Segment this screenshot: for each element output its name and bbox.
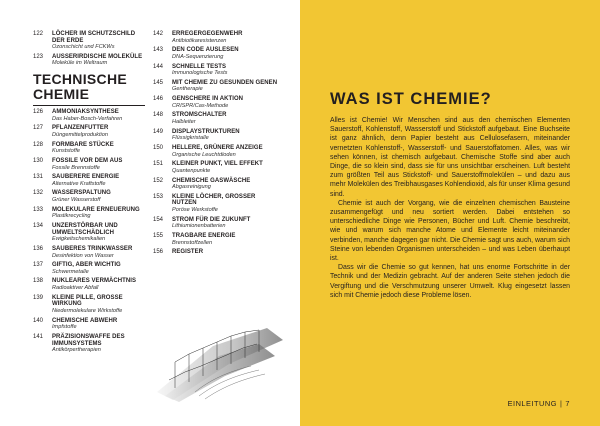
toc-entry[interactable]	[33, 318, 145, 331]
toc-page-number: 151	[153, 161, 164, 168]
toc-entry-subtitle: DNA-Sequenzierung	[172, 53, 224, 60]
toc-entry-subtitle: Lithiumionenbatterien	[172, 223, 226, 230]
footer-separator: |	[559, 399, 563, 408]
toc-entry[interactable]	[153, 217, 281, 230]
toc-entry-title: DEN CODE AUSLESEN	[172, 47, 239, 54]
toc-entry[interactable]	[153, 80, 281, 93]
toc-entry-title: KLEINE PILLE, GROSSE WIRKUNG	[52, 294, 123, 308]
toc-entry-title: CHEMISCHE GASWÄSCHE	[172, 177, 251, 184]
toc-entry[interactable]	[33, 246, 145, 259]
toc-entry-subtitle: Abgasreinigung	[172, 184, 211, 191]
toc-entry[interactable]	[153, 31, 281, 44]
toc-page-number: 127	[33, 125, 44, 132]
toc-entry-subtitle: Düngemittelproduktion	[52, 131, 108, 138]
toc-page-number: 128	[33, 141, 44, 148]
toc-section-title	[33, 72, 145, 101]
toc-entry-subtitle: Moleküle im Weltraum	[52, 60, 108, 67]
toc-entry-subtitle: Alternative Kraftstoffe	[52, 180, 106, 187]
toc-page-number: 144	[153, 63, 164, 70]
article-paragraph: Dass wir die Chemie so gut kennen, hat uns enorme Fortschritte in der Technik und der Medizin gebracht. Auf der anderen Seite stehen jedoch die Vergiftung und die Verschmutzung unserer Umwelt. Klug eingesetzt lassen sich mit Chemie jedoch diese Probleme lösen.	[330, 264, 570, 299]
toc-section-title-line: CHEMIE	[33, 85, 90, 102]
toc-entry-subtitle: Schwermetalle	[52, 268, 89, 275]
toc-entry[interactable]	[33, 295, 145, 315]
section-divider	[33, 105, 145, 106]
toc-entry[interactable]	[33, 174, 145, 187]
toc-entry[interactable]	[153, 96, 281, 109]
toc-entry-title: WASSERSPALTUNG	[52, 190, 111, 197]
toc-entry-subtitle: Antibiotikaresistenzen	[172, 37, 227, 44]
toc-page-number: 126	[33, 109, 44, 116]
toc-entry-title: ERREGERGEGENWEHR	[172, 31, 243, 37]
toc-entry-subtitle: Quantenpunkte	[172, 167, 211, 174]
toc-entry-title: STROM FÜR DIE ZUKUNFT	[172, 216, 251, 223]
toc-entry-subtitle: Impfstoffe	[52, 324, 77, 331]
article-body	[330, 116, 570, 300]
toc-page-number: 133	[33, 206, 44, 213]
toc-page-number: 142	[153, 31, 164, 37]
toc-entry[interactable]	[33, 109, 145, 122]
toc-entry-subtitle: Kunststoffe	[52, 148, 80, 155]
toc-entry-title: KLEINER PUNKT, VIEL EFFEKT	[172, 161, 263, 168]
toc-entry[interactable]	[153, 161, 281, 174]
toc-entry[interactable]	[33, 158, 145, 171]
toc-entry-subtitle: Fossile Brennstoffe	[52, 164, 100, 171]
toc-entry-title: SAUBERERE ENERGIE	[52, 174, 120, 181]
page-number: 7	[565, 399, 570, 408]
toc-entry[interactable]	[153, 129, 281, 142]
toc-entry[interactable]	[153, 233, 281, 246]
toc-entry-title: MIT CHEMIE ZU GESUNDEN GENEN	[172, 79, 278, 86]
toc-entry-title: GIFTIG, ABER WICHTIG	[52, 262, 121, 269]
toc-entry[interactable]	[33, 223, 145, 243]
toc-entry-title: DISPLAYSTRUKTUREN	[172, 128, 240, 135]
toc-entry-title: PRÄZISIONSWAFFE DES IMMUNSYSTEMS	[52, 333, 125, 347]
toc-page-number: 130	[33, 157, 44, 164]
toc-entry-subtitle: Immunologische Tests	[172, 70, 228, 77]
toc-entry-subtitle: Desinfektion von Wasser	[52, 252, 114, 259]
toc-entry[interactable]	[33, 190, 145, 203]
toc-entry-title: UNZERSTÖRBAR UND UMWELTSCHÄDLICH	[52, 223, 118, 236]
toc-entry[interactable]	[153, 249, 281, 256]
toc-entry-title: SCHNELLE TESTS	[172, 63, 227, 70]
toc-entry[interactable]	[153, 194, 281, 214]
toc-entry-title: SAUBERES TRINKWASSER	[52, 245, 133, 252]
toc-entry[interactable]	[153, 64, 281, 77]
toc-entry-title: STROMSCHALTER	[172, 112, 227, 119]
toc-entry[interactable]	[33, 54, 145, 67]
toc-entry-subtitle: Halbleiter	[172, 119, 196, 125]
toc-column-right	[153, 31, 281, 259]
toc-entry-subtitle: Poröse Werkstoffe	[172, 207, 218, 213]
toc-entry-title: TRAGBARE ENERGIE	[172, 232, 236, 239]
toc-column-left	[33, 31, 145, 357]
toc-entry-title: CHEMISCHE ABWEHR	[52, 317, 118, 324]
toc-entry-subtitle: Radioaktiver Abfall	[52, 285, 99, 292]
toc-entry[interactable]	[153, 47, 281, 60]
page-footer	[508, 399, 570, 408]
article-heading: WAS IST CHEMIE?	[330, 90, 492, 108]
toc-entry-subtitle: Das Haber-Bosch-Verfahren	[52, 115, 123, 122]
article-paragraph: Chemie ist auch der Vorgang, wie die einzelnen chemischen Bausteine zusammengefügt und neu sortiert werden. Dabei entstehen so unterschiedliche Dinge wie Personen, Bücher und Luft. Chemie beschreibt, wie und warum sich manche Atome und Elemente leicht miteinander verbinden, manche dagegen gar nicht. Die Chemie sagt uns auch, warum sich Steine von lebenden Organismen unterscheiden – und was Leben überhaupt ist.	[330, 199, 570, 263]
footer-section-label: EINLEITUNG	[507, 399, 557, 408]
article-paragraph: Alles ist Chemie! Wir Menschen sind aus den chemischen Elementen Sauerstoff, Kohlenstoff, Wasserstoff und Stickstoff aufgebaut. Eine Buchseite ist ganz ähnlich, denn Papier besteht aus Cellulosefasern, miteinander vernetzten Kohlenstoff-, Wasserstoff- und Sauerstoffatomen. Alles, was wir sehen können, ist chemisch aufgebaut. Chemische Stoffe sind aber auch Dinge, die so klein sind, dass sie für uns unsichtbar erscheinen. Luft besteht zum größten Teil aus Stickstoff- und Sauerstoffmolekülen – und dazu aus mehr Molekülen des Treibhausgases Kohlendioxid, als für unser Klima gesund sind.	[330, 117, 570, 198]
toc-entry-subtitle: Antikörpertherapien	[52, 347, 101, 354]
toc-page-number: 143	[153, 47, 164, 54]
toc-entry[interactable]	[33, 207, 145, 220]
decorative-illustration	[155, 322, 285, 402]
toc-entry-subtitle: Ozonschicht und FCKWs	[52, 44, 115, 51]
toc-page-number: 149	[153, 128, 164, 135]
toc-entry-title: PFLANZENFUTTER	[52, 125, 109, 132]
toc-entry-title: GENSCHERE IN AKTION	[172, 96, 244, 103]
toc-list-left	[33, 109, 145, 354]
toc-entry-subtitle: Gentherapie	[172, 86, 203, 93]
toc-page-number: 138	[33, 278, 44, 285]
toc-page-number: 134	[33, 223, 44, 230]
toc-entry[interactable]	[33, 142, 145, 155]
toc-entry-title: AUSSERIRDISCHE MOLEKÜLE	[52, 53, 143, 60]
toc-page-number: 148	[153, 112, 164, 119]
toc-entry-subtitle: Brennstoffzellen	[172, 239, 213, 246]
toc-page-number: 137	[33, 262, 44, 269]
toc-entry[interactable]	[153, 145, 281, 158]
toc-entry-title: NUKLEARES VERMÄCHTNIS	[52, 278, 137, 285]
toc-entry-subtitle: Niedermolekulare Wirkstoffe	[52, 307, 123, 314]
toc-entry-title: REGISTER	[172, 249, 204, 256]
toc-entry-title: AMMONIAKSYNTHESE	[52, 109, 119, 116]
toc-page-number: 122	[33, 31, 44, 37]
toc-entry[interactable]	[153, 112, 281, 125]
toc-page-number: 153	[153, 193, 164, 200]
toc-page-number: 155	[153, 232, 164, 239]
toc-page-number: 141	[33, 333, 44, 340]
toc-entry-title: LÖCHER IM SCHUTZSCHILD DER ERDE	[52, 31, 136, 44]
toc-page-number: 152	[153, 177, 164, 184]
toc-section-title-line: TECHNISCHE	[33, 71, 128, 88]
toc-list-right	[153, 31, 281, 256]
toc-entry-subtitle: CRISPR/Cas-Methode	[172, 102, 229, 109]
toc-entry-subtitle: Grüner Wasserstoff	[52, 197, 101, 204]
toc-page-number: 154	[153, 216, 164, 223]
toc-entry-title: MOLEKULARE ERNEUERUNG	[52, 206, 140, 213]
toc-entry[interactable]	[33, 31, 145, 51]
toc-entry-title: FORMBARE STÜCKE	[52, 141, 114, 148]
toc-page-number: 150	[153, 144, 164, 151]
toc-page-number: 140	[33, 317, 44, 324]
toc-entry-title: KLEINE LÖCHER, GROSSER NUTZEN	[172, 193, 256, 207]
toc-page-number: 131	[33, 174, 44, 181]
toc-entry-title: FOSSILE VOR DEM AUS	[52, 157, 123, 164]
toc-page-number: 156	[153, 249, 164, 256]
toc-entry-subtitle: Flüssigkristalle	[172, 135, 209, 142]
toc-entry-subtitle: Ewigkeitschemikalien	[52, 236, 106, 243]
toc-entry[interactable]	[33, 262, 145, 275]
toc-page-number: 132	[33, 190, 44, 197]
toc-entry[interactable]	[33, 278, 145, 291]
toc-entry-subtitle: Organische Leuchtdioden	[172, 151, 236, 158]
toc-entry[interactable]	[153, 178, 281, 191]
toc-page-number: 146	[153, 96, 164, 103]
toc-entry-title: HELLERE, GRÜNERE ANZEIGE	[172, 144, 263, 151]
toc-page-number: 139	[33, 294, 44, 301]
toc-page-number: 145	[153, 79, 164, 86]
toc-page-number: 136	[33, 245, 44, 252]
toc-entry[interactable]	[33, 334, 145, 354]
toc-entry[interactable]	[33, 125, 145, 138]
toc-entry-subtitle: Plastikrecycling	[52, 213, 91, 220]
toc-page-number: 123	[33, 53, 44, 60]
